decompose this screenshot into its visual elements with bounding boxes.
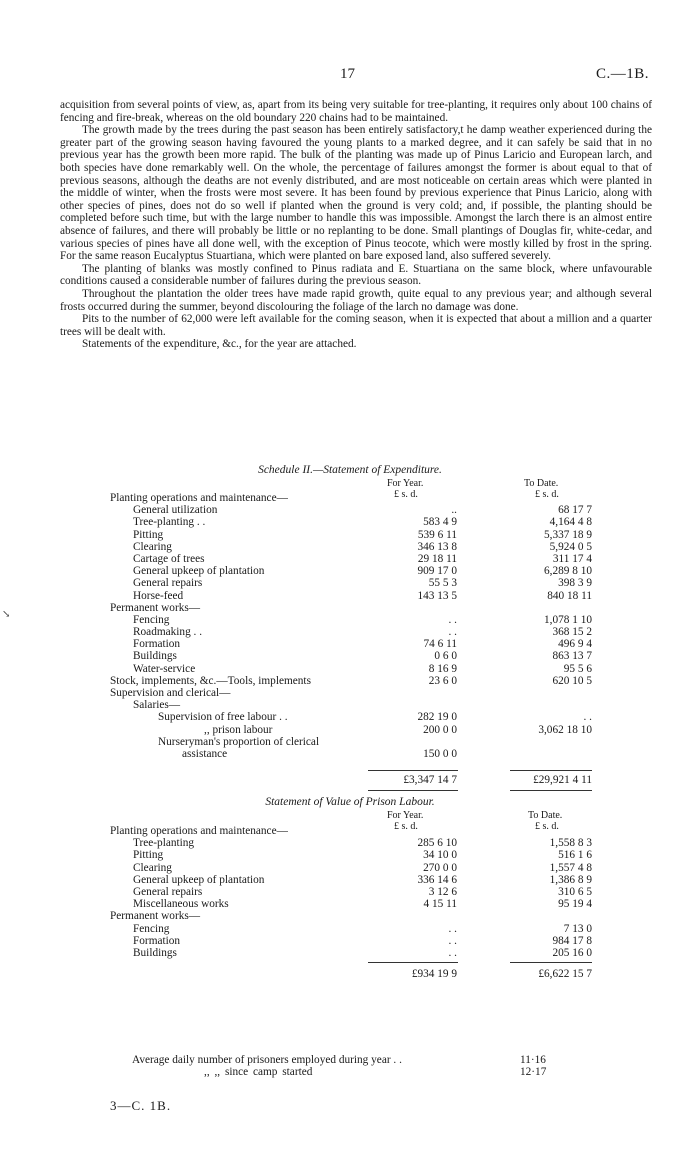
total-rule [368, 770, 458, 771]
row-label: General repairs [133, 885, 203, 898]
to-date-cell: 1,557 4 8 [549, 861, 592, 874]
row-label: General upkeep of plantation [133, 565, 265, 578]
to-date-cell: 205 16 0 [552, 946, 592, 959]
to-date-cell: 398 3 9 [558, 577, 592, 590]
to-date-cell: . . [583, 711, 592, 724]
to-date-cell: 516 1 6 [558, 849, 592, 862]
to-date-cell: 68 17 7 [558, 504, 592, 517]
table-row [0, 492, 700, 504]
row-label: Stock, implements, &c.—Tools, implements [110, 674, 311, 687]
row-label: Nurseryman's proportion of clerical [158, 735, 320, 748]
for-year-cell: . . [448, 922, 457, 935]
prison-total-date: £6,622 15 7 [538, 968, 592, 980]
paragraph: Pits to the number of 62,000 were left available for the coming season, when it is expected that about a million and a quarter trees will be dealt with. [60, 313, 652, 338]
paragraph: The planting of blanks was mostly confined to Pinus radiata and E. Stuartiana on the same block, where unfavourable conditions caused a considerable number of failures during the previous season. [60, 262, 652, 288]
row-label: Tree-planting . . [133, 516, 206, 529]
for-year-cell: 23 6 0 [428, 674, 457, 687]
table-row [0, 638, 700, 650]
to-date-cell: 1,386 8 9 [549, 873, 592, 886]
for-year-cell: 3 12 6 [428, 885, 457, 898]
row-label: Roadmaking . . [133, 626, 203, 639]
prison-title: Statement of Value of Prison Labour. [265, 796, 435, 808]
body-text [60, 99, 652, 351]
average-value: 11·16 [520, 1054, 546, 1066]
table-row [0, 923, 700, 935]
row-label: Tree-planting [133, 837, 195, 850]
for-year-cell: 539 6 11 [417, 528, 457, 541]
table-row [0, 687, 700, 699]
margin-mark: ↘ [2, 609, 11, 620]
to-date-cell: 1,558 8 3 [549, 837, 592, 850]
for-year-cell: 270 0 0 [423, 861, 457, 874]
footer-signature: 3—C. 1B. [110, 1098, 172, 1113]
row-label: ,, prison labour [204, 723, 273, 736]
total-rule [368, 790, 458, 791]
paragraph: The growth made by the trees during the past season has been entirely satisfactory,t he damp weather experienced during the greater part of the growing season having favoured the young plants to a marked degree, and it can safely be said that in no previous year has the growth been more rapid. The bulk of the planting was made up of Pinus Laricio and European larch, and both species have done remarkably well. On the whole, the percentage of failures amongst the former is about equal to that of previous seasons, although the deaths are not evenly distributed, and are most noticeable on certain areas which were planted in the middle of winter, when the frosts were most severe. It has been found by previous experience that Pinus Laricio, along with other species of pines, does not do so well if planted when the ground is very cold; and, if possible, the planting should be completed before such time, but with the large number to handle this was impossible. Amongst the larch there is an almost entire absence of failures, and there will probably be little or no replanting to be done. Small plantings of Douglas fir, white-cedar, and various species of pines have all done well, with the exception of Pinus teocote, which were mostly killed by frost in the spring. For the same reason Eucalyptus Stuartiana, which were planted on bare exposed land, also suffered severely. [60, 124, 652, 263]
table-row [0, 626, 700, 638]
row-label: Formation [133, 934, 181, 947]
table-row [0, 602, 700, 614]
table-row [0, 935, 700, 947]
for-year-cell: 285 6 10 [417, 837, 457, 850]
table-row [0, 577, 700, 589]
table-row [0, 711, 700, 723]
for-year-cell: 346 13 8 [417, 540, 457, 553]
schedule-title: Schedule II.—Statement of Expenditure. [258, 464, 442, 476]
row-label: Cartage of trees [133, 552, 205, 565]
for-year-cell: 150 0 0 [423, 747, 457, 760]
row-label: Formation [133, 638, 181, 651]
table-row [0, 699, 700, 711]
table-row [0, 862, 700, 874]
for-year-cell: 909 17 0 [417, 565, 457, 578]
to-date-cell: 5,337 18 9 [543, 528, 592, 541]
prison-total-year: £934 19 9 [411, 968, 457, 980]
schedule-col-date: To Date. [524, 478, 559, 489]
for-year-cell: 583 4 9 [423, 516, 457, 529]
to-date-cell: 1,078 1 10 [543, 613, 592, 626]
for-year-cell: . . [448, 934, 457, 947]
row-label: Buildings [133, 650, 177, 663]
row-label: General utilization [133, 504, 218, 517]
table-row [0, 724, 700, 736]
to-date-cell: 368 15 2 [552, 626, 592, 639]
table-row [0, 553, 700, 565]
table-row [0, 947, 700, 959]
document-reference: C.—1B. [596, 66, 650, 82]
row-label: Clearing [133, 540, 172, 553]
average-label: ,, ,, since camp started [204, 1066, 313, 1079]
table-row [0, 825, 700, 837]
table-row [0, 663, 700, 675]
to-date-cell: 840 18 11 [547, 589, 592, 602]
for-year-cell: 8 16 9 [428, 662, 457, 675]
for-year-cell: . . [448, 613, 457, 626]
prison-col-date: To Date. [528, 810, 563, 821]
prison-labour-table [0, 825, 700, 959]
table-row [0, 590, 700, 602]
table-row [0, 748, 700, 760]
for-year-cell: . . [448, 946, 457, 959]
table-row [0, 874, 700, 886]
for-year-cell: 282 19 0 [417, 711, 457, 724]
for-year-cell: . . [448, 626, 457, 639]
row-label: Permanent works— [110, 910, 201, 923]
paragraph: acquisition from several points of view, as, apart from its being very suitable for tree-planting, it requires only about 100 chains of fencing and fire-break, whereas on the old boundary 220 chains had to be maintained. [60, 99, 652, 124]
row-label: Fencing [133, 922, 170, 935]
prison-lsd-date: £ s. d. [535, 821, 559, 832]
row-label: Pitting [133, 528, 164, 541]
table-row [0, 849, 700, 861]
to-date-cell: 3,062 18 10 [538, 723, 592, 736]
for-year-cell: 74 6 11 [423, 638, 457, 651]
for-year-cell: .. [451, 504, 457, 517]
row-label: Permanent works— [110, 601, 201, 614]
table-row [0, 837, 700, 849]
total-date: £29,921 4 11 [533, 774, 592, 786]
for-year-cell: 200 0 0 [423, 723, 457, 736]
row-label: Buildings [133, 946, 177, 959]
to-date-cell: 95 5 6 [563, 662, 592, 675]
table-row [0, 910, 700, 922]
table-row [0, 675, 700, 687]
to-date-cell: 5,924 0 5 [549, 540, 592, 553]
prison-lsd-year: £ s. d. [394, 821, 418, 832]
table-row [0, 650, 700, 662]
schedule-lsd-date: £ s. d. [535, 489, 559, 500]
paragraph: Statements of the expenditure, &c., for the year are attached. [82, 338, 357, 351]
schedule-col-year: For Year. [387, 478, 424, 489]
to-date-cell: 310 6 5 [558, 885, 592, 898]
row-label: General repairs [133, 577, 203, 590]
expenditure-table [0, 492, 700, 760]
to-date-cell: 496 9 4 [558, 638, 592, 651]
to-date-cell: 95 19 4 [558, 898, 592, 911]
row-label: Pitting [133, 849, 164, 862]
total-year: £3,347 14 7 [403, 774, 457, 786]
for-year-cell: 0 6 0 [434, 650, 457, 663]
to-date-cell: 4,164 4 8 [549, 516, 592, 529]
row-label: General upkeep of plantation [133, 873, 265, 886]
table-row [0, 516, 700, 528]
for-year-cell: 143 13 5 [417, 589, 457, 602]
prison-col-year: For Year. [387, 810, 424, 821]
row-label: Supervision of free labour . . [158, 711, 288, 724]
row-label: Clearing [133, 861, 172, 874]
total-rule [368, 962, 458, 963]
to-date-cell: 984 17 8 [552, 934, 592, 947]
total-rule [510, 962, 592, 963]
row-label: Water-service [133, 662, 196, 675]
prison-total-row [0, 968, 700, 980]
to-date-cell: 6,289 8 10 [543, 565, 592, 578]
average-value: 12·17 [520, 1066, 547, 1079]
paragraph: Throughout the plantation the older trees have made rapid growth, quite equal to any previous year; and although several frosts occurred during the summer, beyond discolouring the foliage of the larch no damage was done. [60, 287, 652, 313]
total-rule [510, 770, 592, 771]
for-year-cell: 336 14 6 [417, 873, 457, 886]
average-label: Average daily number of prisoners employed during year . . [132, 1054, 402, 1066]
to-date-cell: 863 13 7 [552, 650, 592, 663]
row-label: Miscellaneous works [133, 898, 229, 911]
table-row [0, 898, 700, 910]
table-row [0, 614, 700, 626]
for-year-cell: 29 18 11 [417, 552, 457, 565]
table-row [0, 736, 700, 748]
row-label: Planting operations and maintenance— [110, 825, 288, 837]
average-line [0, 1054, 700, 1078]
to-date-cell: 311 17 4 [552, 552, 592, 565]
row-label: Planting operations and maintenance— [110, 492, 288, 504]
table-row [0, 565, 700, 577]
to-date-cell: 7 13 0 [563, 922, 592, 935]
page-number: 17 [340, 66, 355, 82]
row-label: Horse-feed [133, 589, 184, 602]
for-year-cell: 55 5 3 [428, 577, 457, 590]
table-row [0, 504, 700, 516]
table-row [0, 541, 700, 553]
expenditure-total-row [0, 774, 700, 786]
to-date-cell: 620 10 5 [552, 674, 592, 687]
table-row [0, 529, 700, 541]
row-label: Fencing [133, 613, 170, 626]
row-label: assistance [182, 747, 228, 760]
table-row [0, 886, 700, 898]
for-year-cell: 4 15 11 [423, 898, 457, 911]
for-year-cell: 34 10 0 [423, 849, 457, 862]
row-label: Salaries— [133, 699, 181, 712]
schedule-lsd-year: £ s. d. [394, 489, 418, 500]
row-label: Supervision and clerical— [110, 687, 231, 699]
total-rule [510, 790, 592, 791]
